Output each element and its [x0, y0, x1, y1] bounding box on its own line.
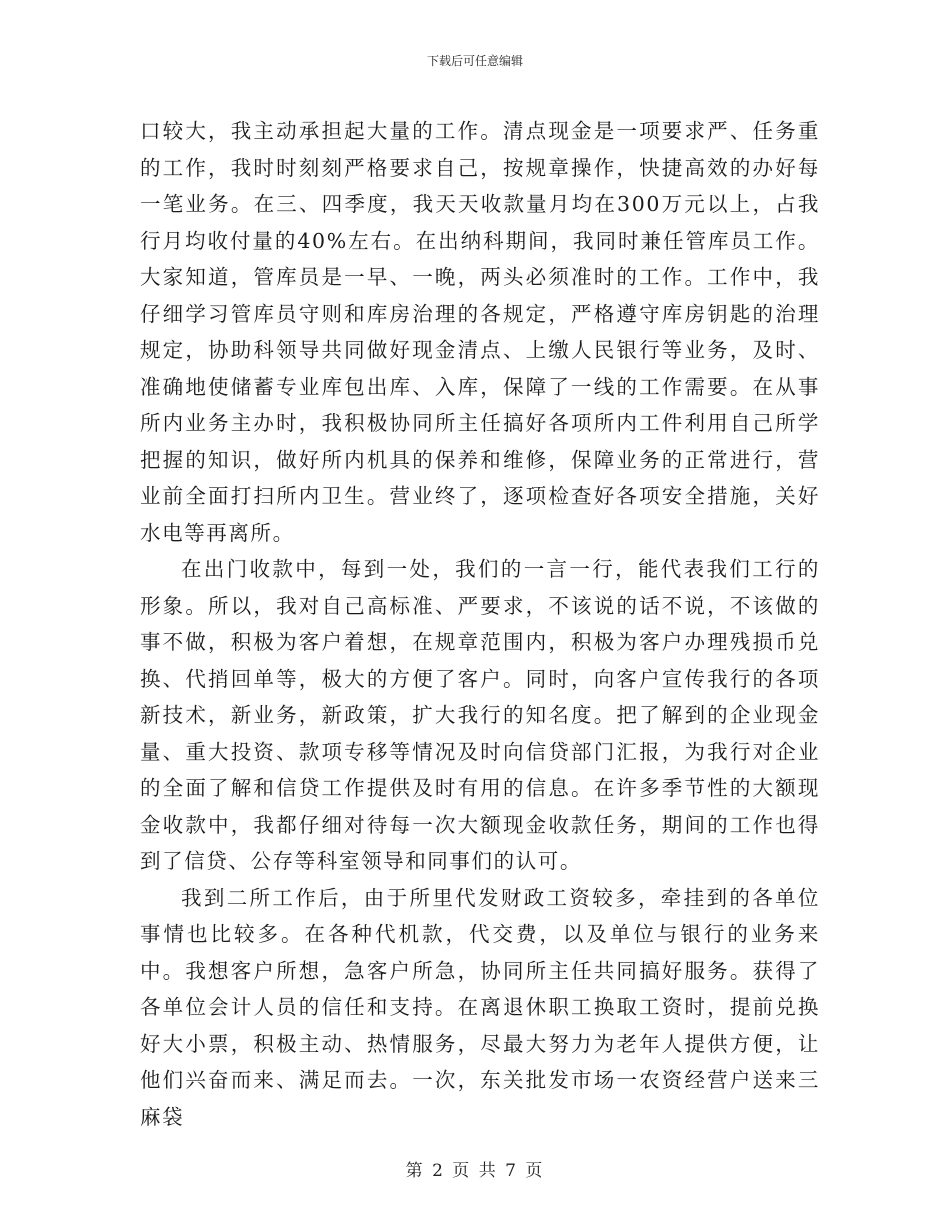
document-body — [140, 113, 820, 1135]
body-paragraph-1: 口较大，我主动承担起大量的工作。清点现金是一项要求严、任务重的工作，我时时刻刻严格要求自己，按规章操作，快捷高效的办好每一笔业务。在三、四季度，我天天收款量月均在300万元以上，占我行月均收付量的40%左右。在出纳科期间，我同时兼任管库员工作。大家知道，管库员是一早、一晚，两头必须准时的工作。工作中，我仔细学习管库员守则和库房治理的各规定，严格遵守库房钥匙的治理规定，协助科领导共同做好现金清点、上缴人民银行等业务，及时、准确地使储蓄专业库包出库、入库，保障了一线的工作需要。在从事所内业务主办时，我积极协同所主任搞好各项所内工件利用自己所学把握的知识，做好所内机具的保养和维修，保障业务的正常进行，营业前全面打扫所内卫生。营业终了，逐项检查好各项安全措施，关好水电等再离所。 — [140, 119, 820, 545]
body-paragraph-3: 我到二所工作后，由于所里代发财政工资较多，牵挂到的各单位事情也比较多。在各种代机款，代交费，以及单位与银行的业务来中。我想客户所想，急客户所急，协同所主任共同搞好服务。获得了各单位会计人员的信任和支持。在离退休职工换取工资时，提前兑换好大小票，积极主动、热情服务，尽最大努力为老年人提供方便，让他们兴奋而来、满足而去。一次，东关批发市场一农资经营户送来三麻袋 — [140, 885, 820, 1129]
page-header: 下载后可任意编辑 — [426, 54, 523, 68]
body-paragraph-2: 在出门收款中，每到一处，我们的一言一行，能代表我们工行的形象。所以，我对自己高标准、严要求，不该说的话不说，不该做的事不做，积极为客户着想，在规章范围内，积极为客户办理残损币兑换、代捎回单等，极大的方便了客户。同时，向客户宣传我行的各项新技术，新业务，新政策，扩大我行的知名度。把了解到的企业现金量、重大投资、款项专移等情况及时向信贷部门汇报，为我行对企业的全面了解和信贷工作提供及时有用的信息。在许多季节性的大额现金收款中，我都仔细对待每一次大额现金收款任务，期间的工作也得到了信贷、公存等科室领导和同事们的认可。 — [140, 557, 820, 873]
page-number-footer: 第 2 页 共 7 页 — [405, 1161, 545, 1181]
